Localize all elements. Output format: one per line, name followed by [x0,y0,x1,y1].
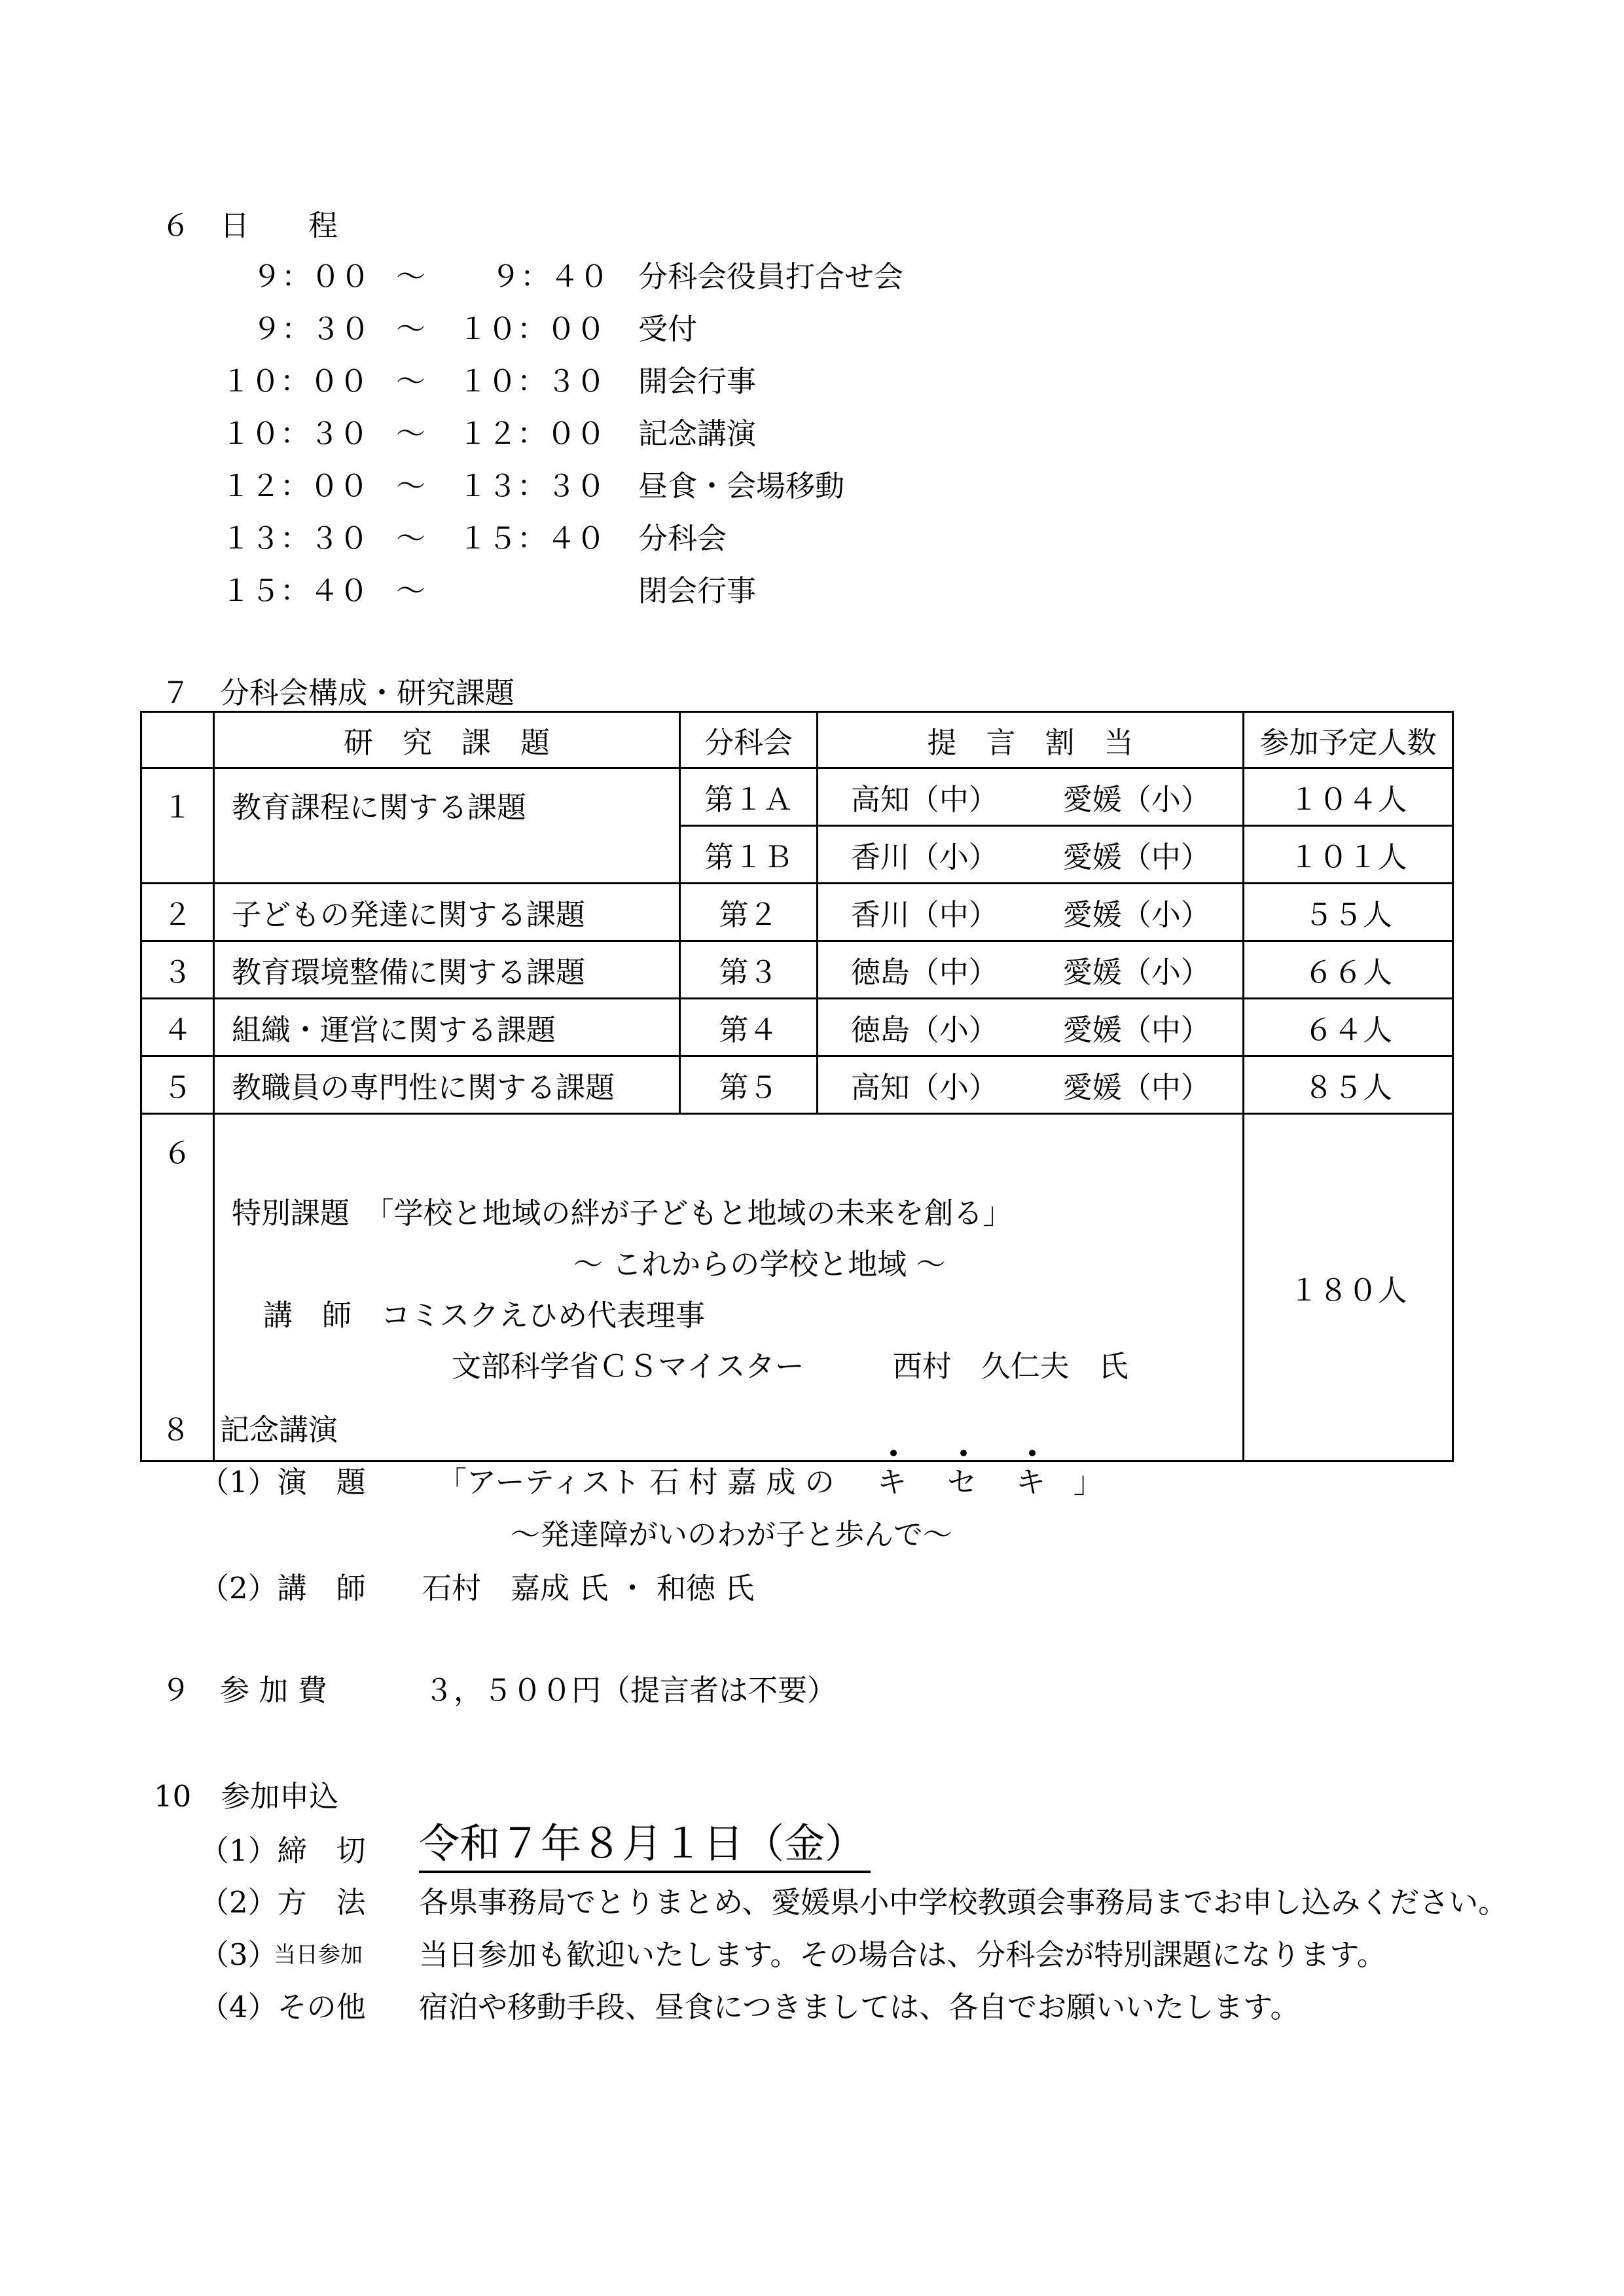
lecture-subtitle: ～発達障がいのわが子と歩んで～ [511,1517,953,1552]
schedule-start: １０：００ [221,364,369,399]
row-proposal-1: 香川（小） [818,826,1031,884]
schedule-start: ９：００ [252,259,370,294]
row-session: 第１Ｂ [680,826,818,884]
section-8-heading: ８ 記念講演 [161,1412,338,1447]
same-day-label-prefix: （3） [200,1937,278,1972]
lecture-title-kiseki: キ [877,1465,907,1499]
schedule-end: １２：００ [458,416,606,451]
schedule-event: 昼食・会場移動 [638,469,845,503]
row-proposal-2: 愛媛（小） [1031,768,1244,826]
row-topic: 教育環境整備に関する課題 [214,941,680,999]
row-count: １０１人 [1244,826,1453,884]
row-topic: 教育課程に関する課題 [214,768,680,884]
method-text: 各県事務局でとりまとめ、愛媛県小中学校教頭会事務局までお申し込みください。 [419,1885,1508,1920]
table-row [141,941,1453,999]
row-proposal-1: 香川（中） [818,884,1031,941]
row-number: ４ [141,999,214,1056]
header-topic: 研 究 課 題 [214,712,680,768]
row-proposal-1: 徳島（小） [818,999,1031,1056]
special-topic-subtitle: ～ これからの学校と地域 ～ [573,1247,946,1282]
row-session: 第２ [680,884,818,941]
header-session: 分科会 [680,712,818,768]
section-10-heading: 10 参加申込 [154,1779,339,1814]
method-label: （2）方 法 [200,1885,366,1920]
same-day-text: 当日参加も歓迎いたします。その場合は、分科会が特別課題になります。 [419,1937,1386,1972]
schedule-end: １３：３０ [458,469,606,503]
schedule-tilde: ～ [396,416,426,451]
table-row [141,884,1453,941]
emphasis-dot [960,1450,967,1456]
schedule-tilde: ～ [396,521,426,556]
row-proposal-2: 愛媛（中） [1031,826,1244,884]
row-proposal-2: 愛媛（小） [1031,941,1244,999]
lecturer-names: 石村 嘉成 氏 ・ 和徳 氏 [422,1571,755,1605]
section-7-heading: ７ 分科会構成・研究課題 [161,675,515,710]
special-topic-cell [214,1114,1244,1462]
row-session: 第５ [680,1056,818,1114]
other-text: 宿泊や移動手段、昼食につきましては、各自でお願いいたします。 [419,1990,1300,2024]
same-day-label: 当日参加 [274,1942,363,1968]
table-header-row [141,712,1453,768]
schedule-start: １０：３０ [221,416,369,451]
row-session: 第４ [680,999,818,1056]
row-proposal-2: 愛媛（中） [1031,999,1244,1056]
lecturer-label: （2）講 師 [200,1571,366,1605]
row-count: ６４人 [1244,999,1453,1056]
row-count: ６６人 [1244,941,1453,999]
row-number: ５ [141,1056,214,1114]
row-proposal-2: 愛媛（小） [1031,884,1244,941]
row-count: １８０人 [1244,1114,1453,1462]
row-number: ２ [141,884,214,941]
row-topic: 組織・運営に関する課題 [214,999,680,1056]
schedule-event: 分科会役員打合せ会 [638,259,904,294]
schedule-end: １０：３０ [458,364,606,399]
emphasis-dot [890,1450,897,1456]
row-proposal-1: 高知（小） [818,1056,1031,1114]
special-lecturer-name: 文部科学省ＣＳマイスター 西村 久仁夫 氏 [452,1349,1128,1384]
deadline-label: （1）締 切 [200,1833,366,1868]
schedule-event: 閉会行事 [638,573,757,608]
row-count: ８５人 [1244,1056,1453,1114]
special-topic-title: 特別課題 「学校と地域の絆が子どもと地域の未来を創る」 [232,1196,1013,1230]
schedule-tilde: ～ [396,312,426,346]
schedule-tilde: ～ [396,259,426,294]
row-session: 第１Ａ [680,768,818,826]
table-row [141,1056,1453,1114]
schedule-event: 受付 [638,312,698,346]
header-no [141,712,214,768]
row-number: １ [141,768,214,884]
section-9-heading: ９ 参 加 費 [161,1673,327,1708]
schedule-end: １５：４０ [458,521,606,556]
row-number: ３ [141,941,214,999]
schedule-tilde: ～ [396,573,426,608]
schedule-event: 記念講演 [638,416,757,451]
schedule-event: 分科会 [638,521,727,556]
schedule-start: １３：３０ [221,521,369,556]
schedule-start: ９：３０ [252,312,370,346]
table-row [141,999,1453,1056]
schedule-end: ９：４０ [491,259,609,294]
row-topic: 教職員の専門性に関する課題 [214,1056,680,1114]
schedule-tilde: ～ [396,364,426,399]
schedule-start: １２：００ [221,469,369,503]
deadline-underline [419,1871,871,1873]
lecture-title-kiseki: セ [947,1465,977,1499]
schedule-tilde: ～ [396,469,426,503]
special-lecturer: 講 師 コミスクえひめ代表理事 [263,1298,706,1333]
section-6-heading: ６ 日 程 [161,208,338,243]
other-label: （4）その他 [200,1990,366,2024]
row-proposal-2: 愛媛（中） [1031,1056,1244,1114]
schedule-event: 開会行事 [638,364,757,399]
schedule-start: １５：４０ [221,573,369,608]
deadline-date: 令和７年８月１日（金） [419,1820,866,1867]
row-count: ５５人 [1244,884,1453,941]
row-topic: 子どもの発達に関する課題 [214,884,680,941]
schedule-end: １０：００ [458,312,606,346]
lecture-title-close: 」 [1074,1465,1104,1499]
emphasis-dot [1029,1450,1036,1456]
row-proposal-1: 高知（中） [818,768,1031,826]
header-attendance: 参加予定人数 [1244,712,1453,768]
lecture-title-label: （1）演 題 [200,1465,366,1499]
table-row [141,768,1453,826]
row-count: １０４人 [1244,768,1453,826]
row-session: 第３ [680,941,818,999]
table-row-special [141,1114,1453,1462]
lecture-title: 「アーティスト 石 村 嘉 成 の [437,1465,835,1499]
session-table [140,711,1454,1462]
lecture-title-kiseki: キ [1016,1465,1046,1499]
participation-fee: ３，５００円（提言者は不要） [424,1673,837,1708]
header-proposal: 提 言 割 当 [818,712,1244,768]
row-proposal-1: 徳島（中） [818,941,1031,999]
row-number: ６ [141,1114,214,1462]
